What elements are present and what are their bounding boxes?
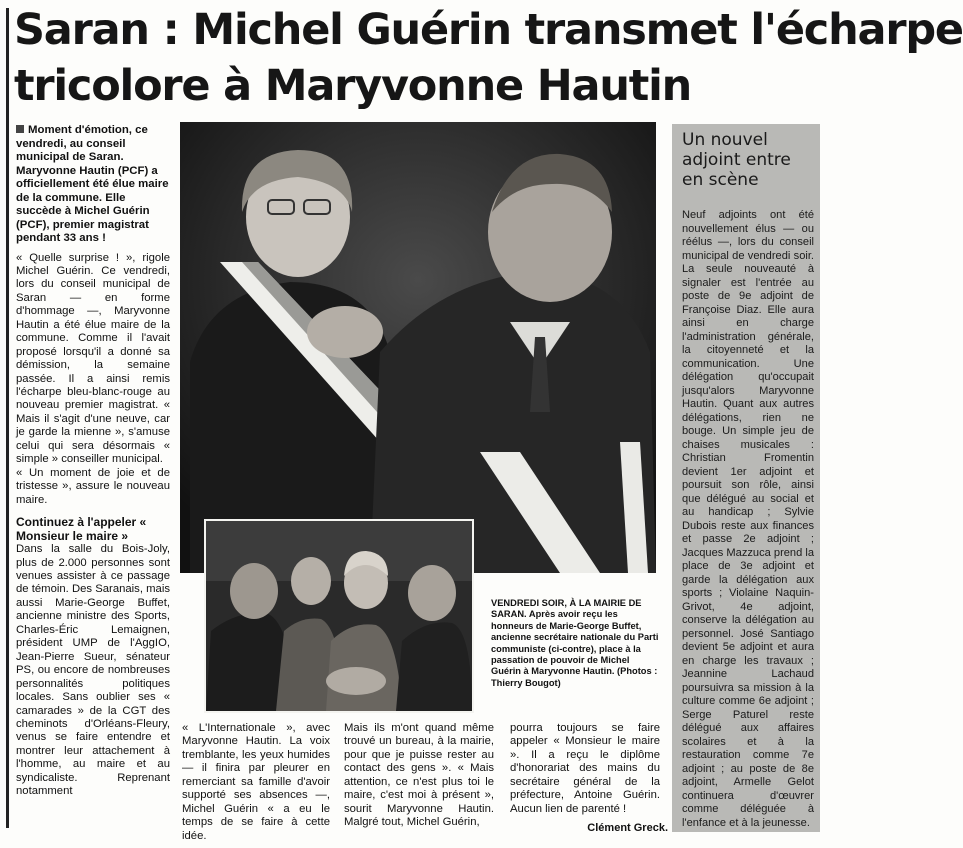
article-column-4 bbox=[510, 722, 660, 816]
sidebar-title: Un nouvel adjoint entre en scène bbox=[682, 130, 791, 190]
headline-line-2: tricolore à Maryvonne Hautin bbox=[14, 61, 692, 111]
headline-line-1: Saran : Michel Guérin transmet l'écharpe bbox=[14, 5, 963, 55]
article-column-3 bbox=[344, 722, 494, 830]
sidebar-text: Neuf adjoints ont été nouvellement élus — ou réélus —, lors du conseil municipal de vendredi soir. La seule nouveauté à signaler est l'entrée au poste de 9e adjoint de Françoise Diaz. Elle aura ainsi en charge l'administration générale, la citoyenneté et la communication. Une délégation qu'occupait jusqu'alors Maryvonne Hautin. Quant aux autres délégations, rien ne bouge. Un simple jeu de chaises musicales : Christian Fromentin devient 1er adjoint et poursuit son rôle, ainsi que délégué au social et au handicap ; Sylvie Dubois reste aux finances et passe 2e adjoint ; Jacques Mazzuca prend la place de 3e adjoint et garde la délégation aux sports ; Violaine Naquin-Grivot, 4e adjoint, conserve la délégation au personnel. José Santiago devient 5e adjoint et aura en charge les travaux ; Jeannine Lachaud poursuivra sa mission à la culture comme 6e adjoint ; Serge Paturel reste délégué aux affaires scolaires et à la restauration comme 7e adjoint ; au poste de 8e adjoint, Armelle Gelot continuera d'œuvrer comme déléguée à l'enfance et à la jeunesse. bbox=[682, 209, 814, 829]
author-signature: Clément Greck. bbox=[587, 822, 668, 834]
paragraph-6: pourra toujours se faire appeler « Monsieur le maire ». Il a reçu le diplôme d'honorariat des mains du secrétaire général de la préfecture, Antoine Guérin. Aucun lien de parenté ! bbox=[510, 722, 660, 815]
paragraph-5: Mais ils m'ont quand même trouvé un bureau, à la mairie, pour que je puisse rester au contact des gens ». « Mais attention, ce n'est plus toi le maire, c'est moi à présent », sourit Maryvonne Hautin. Malgré tout, Michel Guérin, bbox=[344, 722, 494, 829]
main-photo bbox=[180, 122, 656, 573]
article-column-2 bbox=[182, 722, 330, 843]
paragraph-3: Dans la salle du Bois-Joly, plus de 2.000 personnes sont venues assister à ce passage de témoin. Des Saranais, mais aussi Marie-George Buffet, ancienne ministre des Sports, Charles-Éric Lemaignen, président UMP de l'AggIO, Jean-Pierre Sueur, sénateur PS, ou encore de nombreuses personnalités politiques locales. Sans oublier ses « camarades » de la CGT des cheminots d'Orléans-Fleury, venus se faire entendre et montrer leur attachement à l'homme, au maire et au syndicaliste. Reprenant notamment bbox=[16, 543, 170, 798]
inset-photo bbox=[204, 519, 474, 713]
bullet-square-icon bbox=[16, 125, 24, 133]
sidebar-box bbox=[672, 124, 820, 832]
headline bbox=[14, 2, 963, 114]
caption-title: VENDREDI SOIR, À LA MAIRIE DE SARAN. bbox=[491, 598, 642, 620]
main-photo-image bbox=[180, 122, 656, 573]
paragraph-2: « Un moment de joie et de tristesse », assure le nouveau maire. bbox=[16, 466, 170, 506]
caption-text: Après avoir reçu les honneurs de Marie-George Buffet, ancienne secrétaire nationale du Parti communiste (ci-contre), place à la passation de pouvoir de Michel Guérin à Maryvonne Hautin. (Photos : Thierry Bougot) bbox=[491, 609, 659, 688]
column-rule bbox=[6, 8, 9, 828]
paragraph-1: « Quelle surprise ! », rigole Michel Guérin. Ce vendredi, lors du conseil municipal de Saran — en forme d'hommage —, Maryvonne Hautin a été élue maire de la commune. Comme il l'avait proposé lorsqu'il a donné sa démission, la semaine passée. Il a ainsi remis l'écharpe bleu-blanc-rouge au nouveau premier magistrat. « Mais il s'agit d'une neuve, car je garde la mienne », s'amuse celui qui sera désormais « simple » conseiller municipal. bbox=[16, 251, 170, 466]
subheading: Continuez à l'appeler « Monsieur le maire » bbox=[16, 515, 147, 544]
article-column-1 bbox=[16, 124, 170, 799]
paragraph-4: « L'Internationale », avec Maryvonne Hautin. La voix tremblante, les yeux humides — il finira par pleurer en remerciant sa famille d'avoir supporté ses absences —, Michel Guérin « a eu le temps de se faire à cette idée. bbox=[182, 722, 330, 842]
inset-photo-image bbox=[206, 521, 472, 711]
article-lead: Moment d'émotion, ce vendredi, au conseil municipal de Saran. Maryvonne Hautin (PCF) a officiellement été élue maire de la commune. Elle succède à Michel Guérin (PCF), premier magistrat pendant 33 ans ! bbox=[16, 124, 169, 244]
photo-caption bbox=[491, 598, 659, 689]
